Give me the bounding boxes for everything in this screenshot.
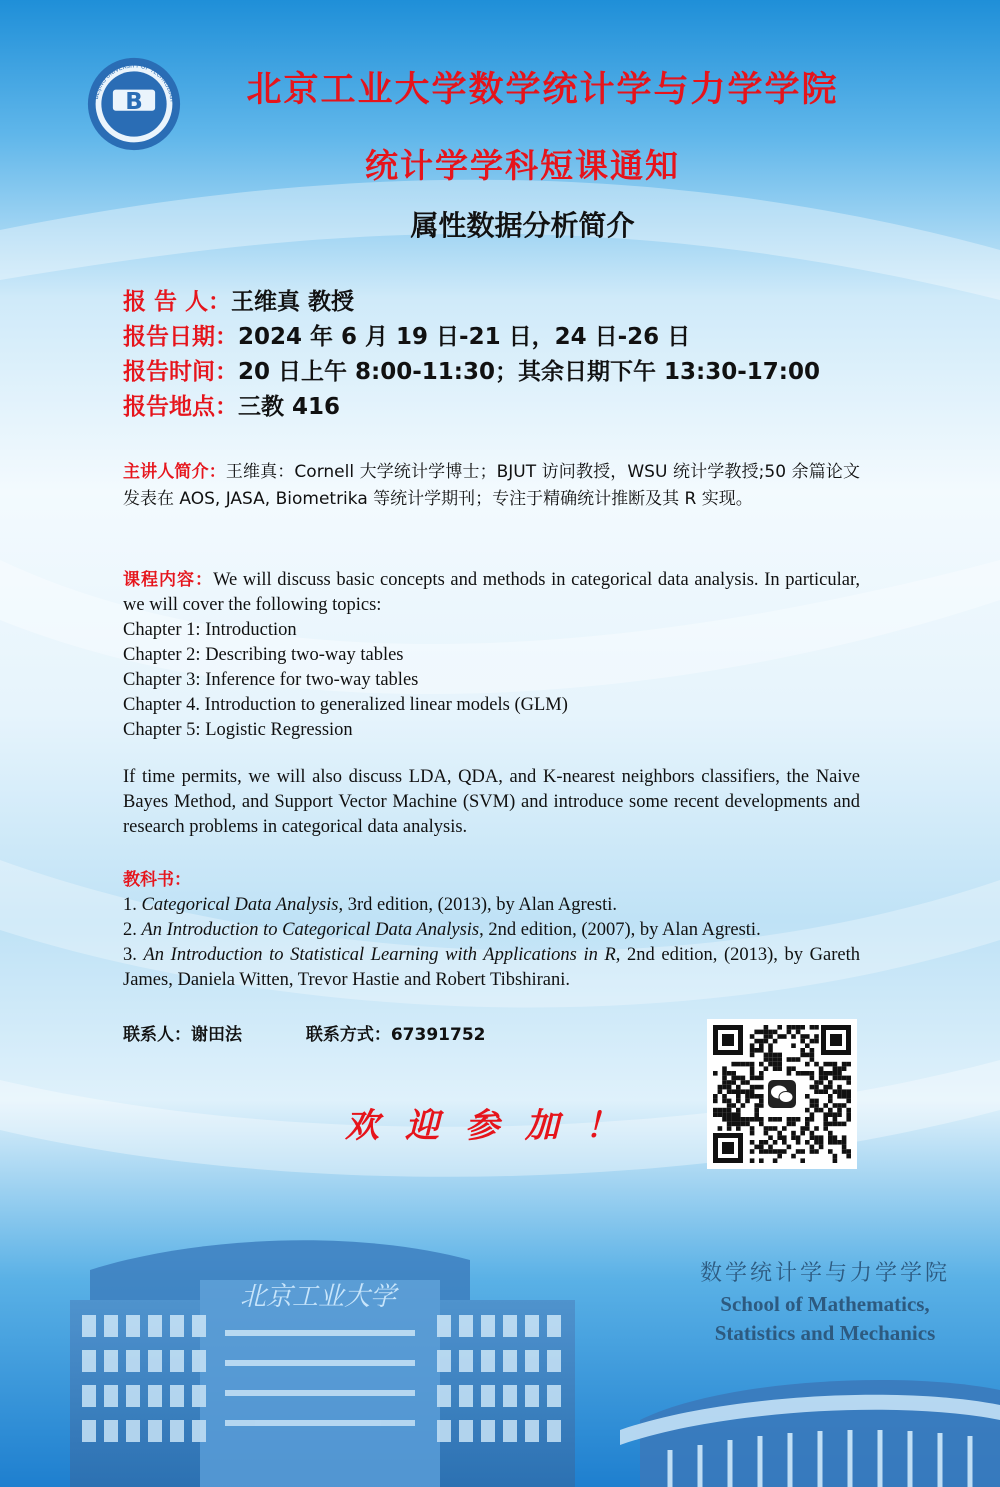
chapter-item: Chapter 5: Logistic Regression [123,720,353,740]
event-info [123,285,820,425]
logo-letter: B [125,88,143,115]
contact-person: 联系人：谢田法 [123,1025,242,1045]
chapter-item: Chapter 4. Introduction to generalized linear models (GLM) [123,695,568,715]
welcome-text: 欢迎参加！ [345,1106,645,1146]
time-row [123,355,820,390]
footer-school-cn: 数学统计学与力学学院 [699,1261,950,1286]
date-label: 报告日期： [123,324,238,350]
textbook-title: Categorical Data Analysis [141,895,339,915]
building-illustration [70,1240,575,1487]
textbooks [123,868,860,993]
textbook-num: 2. [123,920,142,940]
textbook-num: 3. [123,945,144,965]
course-label: 课程内容： [123,570,214,590]
textbook-item [123,943,860,993]
footer-en-line2: Statistics and Mechanics [714,1321,936,1345]
chapter-item: Chapter 3: Inference for two-way tables [123,670,419,690]
textbook-title: An Introduction to Statistical Learning with Applications in R [143,945,616,965]
wechat-qr-code[interactable] [707,1019,857,1169]
course-intro: We will discuss basic concepts and methods in categorical data analysis. In particular, we will cover the following topics: [123,570,860,615]
chapter-item: Chapter 1: Introduction [123,620,297,640]
place-value: 三教 416 [238,394,341,420]
logo-ring-text: BEIJING UNIVERSITY OF TECHNOLOGY [93,63,175,103]
textbook-num: 1. [123,895,142,915]
footer-school-en [640,1290,1000,1348]
stadium-illustration [620,1380,1000,1487]
time-label: 报告时间： [123,359,238,385]
time-value: 20 日上午 8:00-11:30；其余日期下午 13:30-17:00 [238,359,820,385]
date-row [123,320,820,355]
building-sign: 北京工业大学 [240,1282,397,1312]
bio-label: 主讲人简介： [123,462,226,482]
textbook-title: An Introduction to Categorical Data Analysis [141,920,480,940]
footer-en-line1: School of Mathematics, [720,1292,930,1316]
course-title: 属性数据分析简介 [410,209,635,242]
speaker-label: 报 告 人： [123,289,232,315]
textbook-item [123,918,860,943]
course-content [123,568,860,743]
notice-title: 统计学学科短课通知 [365,146,680,185]
textbooks-label: 教科书： [123,870,191,890]
speaker-row [123,285,820,320]
speaker-bio [123,459,860,513]
place-row [123,390,820,425]
school-title: 北京工业大学数学统计学与力学学院 [246,69,839,110]
contact-phone: 联系方式：67391752 [305,1025,486,1045]
textbook-details: , 2nd edition, (2013), by Gareth James, Daniela Witten, Trevor Hastie and Robert Tibshirani. [123,945,860,990]
speaker-value: 王维真 教授 [231,289,355,315]
date-value: 2024 年 6 月 19 日-21 日，24 日-26 日 [238,324,691,350]
textbook-item [123,893,860,918]
textbook-details: , 3rd edition, (2013), by Alan Agresti. [338,895,617,915]
contact-info [123,1020,485,1045]
textbook-details: , 2nd edition, (2007), by Alan Agresti. [479,920,761,940]
bio-text: 王维真：Cornell 大学统计学博士；BJUT 访问教授，WSU 统计学教授;50 余篇论文发表在 AOS, JASA, Biometrika 等统计学期刊；专注于精确统计推断及其 R 实现。 [123,462,860,509]
course-extra: If time permits, we will also discuss LDA, QDA, and K-nearest neighbors classifiers, the Naive Bayes Method, and Support Vector Machine (SVM) and introduce some recent developments and research problems in categorical data analysis. [123,767,860,837]
chapter-item: Chapter 2: Describing two-way tables [123,645,404,665]
place-label: 报告地点： [123,394,238,420]
